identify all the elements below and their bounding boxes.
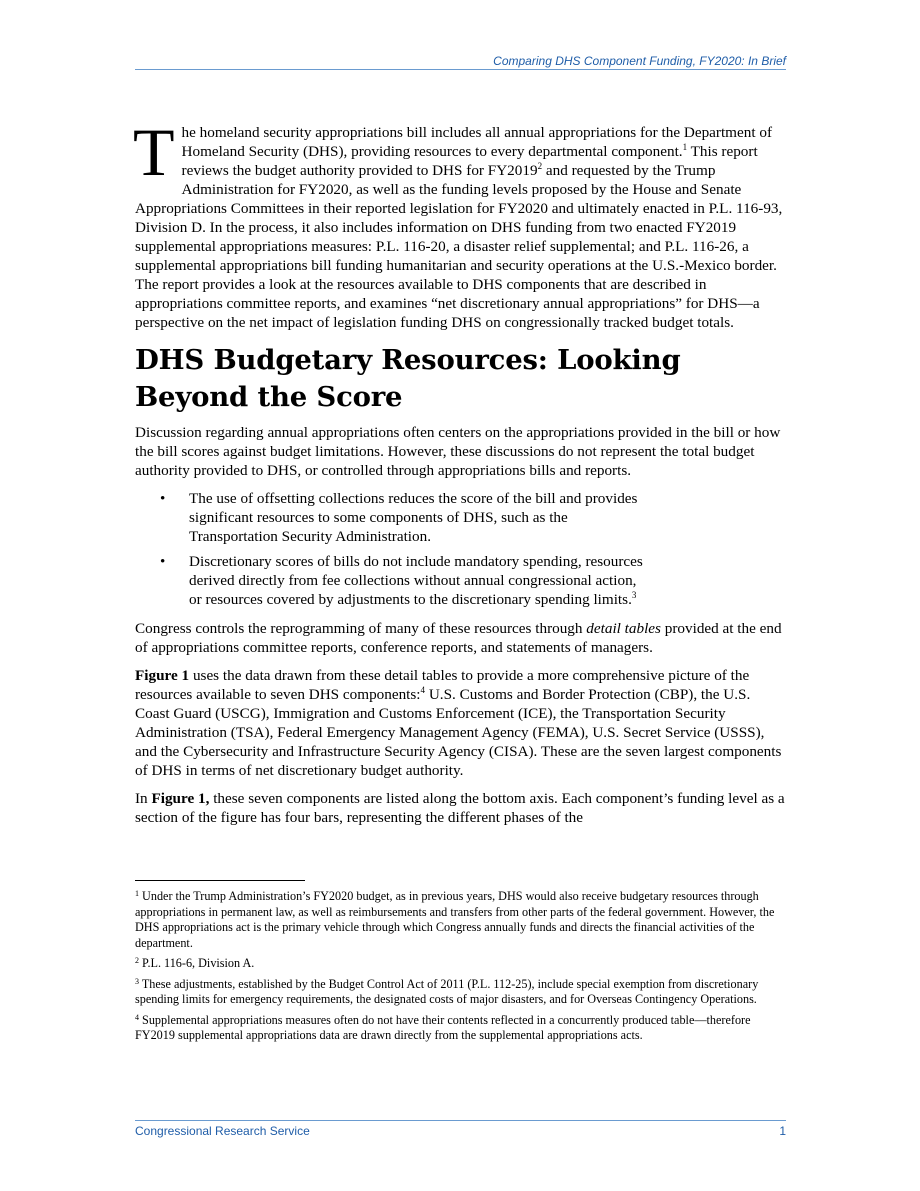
section-paragraph-1: Discussion regarding annual appropriations often centers on the appropriations provided in the bill or how the bill scores against budget limitations. However, these discussions do not represent the total budget authority provided to DHS, or controlled through appropriations bills and reports. bbox=[135, 424, 781, 479]
footnote-ref-3[interactable]: 3 bbox=[631, 590, 637, 600]
footnote-ref-1[interactable]: 1 bbox=[682, 142, 688, 152]
footnotes bbox=[135, 889, 788, 1049]
para-4-text-a: In bbox=[135, 790, 152, 807]
footnote-text: Supplemental appropriations measures often do not have their contents reflected in a concurrently produced table—therefore FY2019 supplemental appropriations data are drawn directly from the supplemental appropriations acts. bbox=[135, 1012, 751, 1042]
footnote-text: These adjustments, established by the Budget Control Act of 2011 (P.L. 112-25), include special exemption from discretionary spending limits for emergency requirements, the designated costs of major disasters, and for Overseas Contingency Operations. bbox=[135, 976, 759, 1006]
footnote-text: P.L. 116-6, Division A. bbox=[139, 956, 255, 970]
footer-source: Congressional Research Service bbox=[135, 1124, 310, 1138]
para-2-text-b: provided at the end of appropriations committee reports, conference reports, and statements of managers. bbox=[135, 620, 782, 656]
bullet-list bbox=[135, 489, 786, 609]
figure-1-ref[interactable]: Figure 1 bbox=[135, 667, 190, 684]
bullet-icon: • bbox=[160, 490, 166, 507]
bullet-item bbox=[135, 489, 649, 546]
running-header: Comparing DHS Component Funding, FY2020: In Brief bbox=[493, 54, 786, 68]
intro-text-1: he homeland security appropriations bill includes all annual appropriations for the Department of Homeland Security (DHS), providing resources to every departmental component. bbox=[181, 124, 772, 160]
footnote-rule bbox=[135, 880, 305, 881]
figure-1-ref-2[interactable]: Figure 1, bbox=[151, 790, 210, 807]
header-rule bbox=[135, 69, 786, 70]
para-3-text-a: uses the data drawn from these detail tables to provide a more comprehensive picture of the resources available to seven DHS components: bbox=[135, 667, 750, 703]
footnote-number: 4 bbox=[135, 1012, 139, 1022]
para-4-text-b: these seven components are listed along the bottom axis. Each component’s funding level as a section of the figure has four bars, representing the different phases of the bbox=[135, 790, 785, 826]
intro-text-2: This report reviews the budget authority provided to DHS for FY2019 bbox=[181, 143, 758, 179]
footnote-1 bbox=[135, 889, 788, 951]
intro-paragraph bbox=[133, 114, 786, 332]
section-paragraph-2 bbox=[135, 619, 786, 657]
footnote-number: 2 bbox=[135, 956, 139, 965]
bullet-item bbox=[135, 552, 649, 609]
bullet-text: The use of offsetting collections reduces the score of the bill and provides significant resources to some components of DHS, such as the Transportation Security Administration. bbox=[189, 490, 638, 545]
footnote-number: 1 bbox=[135, 889, 139, 898]
bullet-text: Discretionary scores of bills do not include mandatory spending, resources derived directly from fee collections without annual congressional action, or resources covered by adjustments to the discretionary spending limits. bbox=[189, 553, 643, 608]
bullet-icon: • bbox=[160, 553, 166, 570]
para-3-text-b: U.S. Customs and Border Protection (CBP), the U.S. Coast Guard (USCG), Immigration and Customs Enforcement (ICE), the Transportation Security Administration (TSA), Federal Emergency Management Agency (FEMA), U.S. Secret Service (USSS), and the Cybersecurity and Infrastructure Security Agency (CISA). These are the seven largest components of DHS in terms of net discretionary budget authority. bbox=[135, 686, 782, 779]
drop-cap: T bbox=[133, 114, 175, 190]
page-number: 1 bbox=[779, 1124, 786, 1138]
page-body bbox=[133, 114, 786, 836]
section-paragraph-3 bbox=[135, 666, 786, 780]
section-paragraph-4 bbox=[135, 789, 786, 827]
footnote-text: Under the Trump Administration’s FY2020 budget, as in previous years, DHS would also receive budgetary resources through appropriations in permanent law, as well as reimbursements and transfers from other parts of the federal government. However, the DHS appropriations act is the primary vehicle through which Congress annually funds and directs the financial activities of the department. bbox=[135, 889, 775, 950]
footer-rule bbox=[135, 1120, 786, 1121]
para-2-text-a: Congress controls the reprogramming of many of these resources through bbox=[135, 620, 587, 637]
intro-text-3: and requested by the Trump Administration for FY2020, as well as the funding levels proposed by the House and Senate Appropriations Committees in their reported legislation for FY2020 and ultimately enacted in P.L. 116-93, Division D. In the process, it also includes information on DHS funding from two enacted FY2019 supplemental appropriations measures: P.L. 116-20, a disaster relief supplemental; and P.L. 116-26, a supplemental appropriations bill funding humanitarian and security operations at the U.S.-Mexico border. The report provides a look at the resources available to DHS components that are described in appropriations committee reports, and examines “net discretionary annual appropriations” for DHS—a perspective on the net impact of legislation funding DHS on congressionally tracked budget totals. bbox=[135, 162, 783, 331]
detail-tables-term: detail tables bbox=[586, 620, 661, 637]
footnote-3 bbox=[135, 977, 788, 1008]
footnote-ref-2[interactable]: 2 bbox=[537, 161, 543, 171]
footnote-number: 3 bbox=[135, 976, 139, 986]
footnote-4 bbox=[135, 1013, 788, 1044]
footnote-2 bbox=[135, 956, 788, 972]
footnote-ref-4[interactable]: 4 bbox=[420, 685, 426, 695]
section-heading: DHS Budgetary Resources: Looking Beyond the Score bbox=[135, 344, 681, 413]
